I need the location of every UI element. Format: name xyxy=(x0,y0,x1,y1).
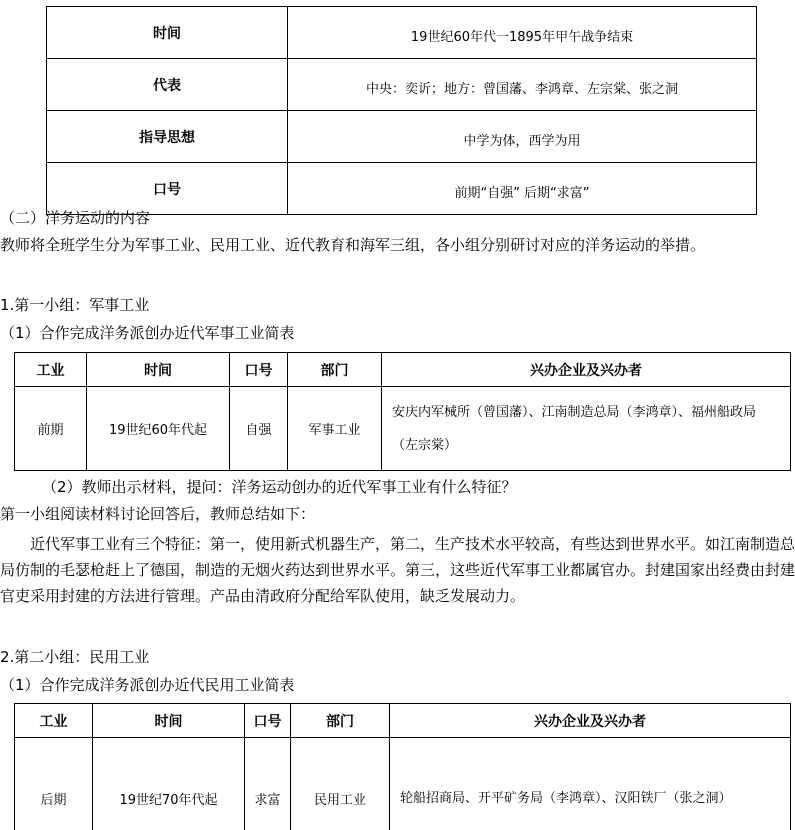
table-row xyxy=(47,7,757,59)
table-key-cell: 指导思想 xyxy=(47,111,288,163)
group1-heading: 1.第一小组：军事工业 xyxy=(0,296,150,314)
table-header-row xyxy=(15,353,791,387)
table-cell: 前期 xyxy=(15,387,87,471)
group2-task1: （1）合作完成洋务派创办近代民用工业简表 xyxy=(0,676,295,694)
group1-task1: （1）合作完成洋务派创办近代军事工业简表 xyxy=(0,324,295,342)
enterprises-text: 轮船招商局、开平矿务局（李鸿章）、汉阳铁厂（张之洞） xyxy=(400,791,732,806)
table-cell xyxy=(382,387,791,471)
table-cell: 19世纪60年代起 xyxy=(87,387,230,471)
table-value-cell: 中学为体，西学为用 xyxy=(288,111,757,163)
table-cell xyxy=(390,738,791,830)
table-value-cell: 前期“自强” 后期“求富” xyxy=(288,163,757,215)
table-row xyxy=(15,387,791,471)
column-header: 部门 xyxy=(288,353,382,387)
table-row xyxy=(47,111,757,163)
column-header: 部门 xyxy=(291,704,390,738)
intro-paragraph: 教师将全班学生分为军事工业、民用工业、近代教育和海军三组，各小组分别研讨对应的洋务运动的举措。 xyxy=(0,236,706,254)
column-header: 工业 xyxy=(15,704,93,738)
overview-table xyxy=(46,6,757,215)
column-header: 时间 xyxy=(93,704,245,738)
table-value-cell: 中央：奕䜣；地方：曾国藩、李鸿章、左宗棠、张之洞 xyxy=(288,59,757,111)
table-row xyxy=(15,738,791,830)
column-header: 兴办企业及兴办者 xyxy=(382,353,791,387)
table-row xyxy=(47,59,757,111)
column-header: 口号 xyxy=(245,704,291,738)
section-heading: （二）洋务运动的内容 xyxy=(0,209,151,227)
table-cell: 自强 xyxy=(230,387,288,471)
table-cell: 民用工业 xyxy=(291,738,390,830)
table-cell: 后期 xyxy=(15,738,93,830)
table-cell: 求富 xyxy=(245,738,291,830)
column-header: 时间 xyxy=(87,353,230,387)
military-industry-table xyxy=(14,352,791,471)
enterprises-text: 安庆内军械所（曾国藩）、江南制造总局（李鸿章）、福州船政局（左宗棠） xyxy=(392,404,757,453)
civil-industry-table xyxy=(14,703,791,830)
table-key-cell: 代表 xyxy=(47,59,288,111)
table-header-row xyxy=(15,704,791,738)
summary-paragraph: 近代军事工业有三个特征：第一，使用新式机器生产，第二，生产技术水平较高，有些达到世界水平。如江南制造总局仿制的毛瑟枪赶上了德国，制造的无烟火药达到世界水平。第三，这些近代军事工业都属官办。封建国家出经费由封建官吏采用封建的方法进行管理。产品由清政府分配给军队使用，缺乏发展动力。 xyxy=(0,535,795,605)
table-cell: 19世纪70年代起 xyxy=(93,738,245,830)
column-header: 口号 xyxy=(230,353,288,387)
table-value-cell: 19世纪60年代一1895年甲午战争结束 xyxy=(288,7,757,59)
summary-lead: 第一小组阅读材料讨论回答后，教师总结如下： xyxy=(0,505,316,523)
group1-task2: （2）教师出示材料，提问：洋务运动创办的近代军事工业有什么特征？ xyxy=(42,478,517,496)
table-key-cell: 口号 xyxy=(47,163,288,215)
column-header: 兴办企业及兴办者 xyxy=(390,704,791,738)
table-cell: 军事工业 xyxy=(288,387,382,471)
column-header: 工业 xyxy=(15,353,87,387)
table-key-cell: 时间 xyxy=(47,7,288,59)
group2-heading: 2.第二小组：民用工业 xyxy=(0,648,150,666)
